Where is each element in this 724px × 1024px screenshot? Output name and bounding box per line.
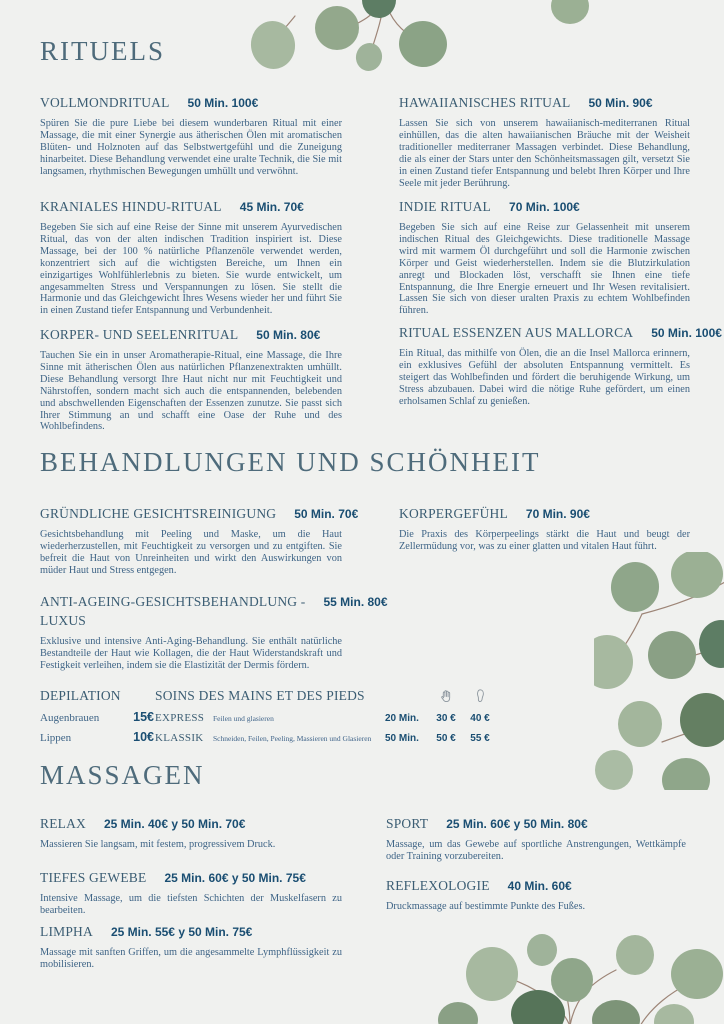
item-description: Druckmassage auf bestimmte Punkte des Fußes. bbox=[386, 901, 586, 912]
eucalyptus-branch-right-icon bbox=[594, 552, 724, 790]
item-title: KORPERGEFÜHL bbox=[399, 506, 508, 521]
item-price: 70 Min. 100€ bbox=[509, 200, 580, 214]
depilation-item-name: Augenbrauen bbox=[40, 712, 100, 724]
item-title: SPORT bbox=[386, 816, 429, 831]
item-price: 25 Min. 40€ y 50 Min. 70€ bbox=[104, 817, 246, 831]
menu-item-reflexologie bbox=[386, 878, 686, 913]
item-title: RITUAL ESSENZEN AUS MALLORCA bbox=[399, 325, 634, 340]
foot-icon bbox=[472, 688, 488, 704]
menu-item-indie-ritual bbox=[399, 199, 690, 325]
soins-item-hand-price: 50 € bbox=[436, 733, 456, 744]
item-title: REFLEXOLOGIE bbox=[386, 878, 490, 893]
item-description: Massieren Sie langsam, mit festem, progressivem Druck. bbox=[40, 839, 276, 850]
item-description: Spüren Sie die pure Liebe bei diesem wunderbaren Ritual mit einer Massage, die mit einer Synergie aus ätherischen Ölen mit aromatischen Blüten- und Holznoten auf das Selbstwertgefühl und die Zuneigung hinarbeitet. Diese Behandlung verwendet eine uralte Technik, die Sie mit langsamen, rhythmischen Bewegungen umhüllt und verwöhnt. bbox=[40, 118, 342, 177]
item-title: KRANIALES HINDU-RITUAL bbox=[40, 199, 222, 214]
item-price: 50 Min. 70€ bbox=[294, 507, 359, 521]
depilation-title: DEPILATION bbox=[40, 688, 121, 703]
eucalyptus-branch-top-icon bbox=[233, 0, 653, 88]
soins-item-hand-price: 30 € bbox=[436, 713, 456, 724]
item-description: Gesichtsbehandlung mit Peeling und Maske, um die Haut wiederherzustellen, mit Feuchtigkeit zu versorgen und zu entgiften. Sie befreit die Haut von Unreinheiten und wirkt den Auswirkungen von müder Haut und Stress entgegen. bbox=[40, 529, 342, 576]
soins-row-klassik bbox=[155, 732, 505, 744]
depilation-row bbox=[40, 730, 154, 744]
hand-icon bbox=[438, 688, 454, 704]
item-price: 70 Min. 90€ bbox=[525, 507, 590, 521]
section-heading-massagen: MASSAGEN bbox=[40, 760, 205, 790]
item-title: GRÜNDLICHE GESICHTSREINIGUNG bbox=[40, 506, 277, 521]
menu-item-korpergefuehl bbox=[399, 506, 690, 553]
menu-item-hawaiianisches-ritual bbox=[399, 95, 690, 199]
item-price: 25 Min. 60€ y 50 Min. 80€ bbox=[446, 817, 588, 831]
item-description: Begeben Sie sich auf eine Reise der Sinne mit unserem Ayurvedischen Ritual, das von der alten indischen Tradition inspiriert ist. Diese Massage, bei der 100 % natürliche Pflanzenöle verwendet werden, konzentriert sich auf die wichtigsten Bereiche, um Ihnen ein einzigartiges Wohlfühlerlebnis zu bieten. Sie wurde entwickelt, um angesammelten Stress und Verspannungen zu lösen. Sie stellt die Harmonie und das Gleichgewicht Ihres Wesens wieder her und führt Sie in einen Zustand tiefer Entspannung und Verbundenheit. bbox=[40, 222, 342, 317]
item-title: LIMPHA bbox=[40, 924, 93, 939]
item-description: Massage, um das Gewebe auf sportliche Anstrengungen, Wettkämpfe oder Training vorzubereiten. bbox=[386, 839, 686, 862]
soins-item-foot-price: 55 € bbox=[470, 733, 490, 744]
soins-item-foot-price: 40 € bbox=[470, 713, 490, 724]
item-description: Die Praxis des Körperpeelings stärkt die Haut und beugt der Zellermüdung vor, was zu einer glatten und vitalen Haut führt. bbox=[399, 529, 690, 552]
menu-item-gruendliche-gesichtsreinigung bbox=[40, 506, 359, 594]
menu-item-relax bbox=[40, 816, 342, 870]
item-title: INDIE RITUAL bbox=[399, 199, 492, 214]
menu-item-kraniales-hindu-ritual bbox=[40, 199, 342, 327]
menu-item-vollmondritual bbox=[40, 95, 342, 199]
soins-item-name: KLASSIK bbox=[155, 732, 204, 744]
item-title: HAWAIIANISCHES RITUAL bbox=[399, 95, 571, 110]
item-price: 50 Min. 90€ bbox=[588, 96, 653, 110]
menu-item-korper-und-seelenritual bbox=[40, 327, 342, 433]
item-price: 50 Min. 80€ bbox=[256, 328, 321, 342]
rituels-right-column bbox=[399, 95, 722, 408]
item-price: 50 Min. 100€ bbox=[651, 326, 722, 340]
soins-item-description: Schneiden, Feilen, Peeling, Massieren und Glasieren bbox=[213, 734, 372, 743]
item-title: TIEFES GEWEBE bbox=[40, 870, 147, 885]
section-heading-rituels: RITUELS bbox=[40, 36, 165, 66]
section-heading-behandlungen: BEHANDLUNGEN UND SCHÖNHEIT bbox=[40, 447, 541, 477]
item-price: 50 Min. 100€ bbox=[187, 96, 259, 110]
menu-item-anti-ageing-luxus bbox=[40, 594, 388, 672]
depilation-item-price: 15€ bbox=[133, 710, 154, 724]
item-title: KORPER- UND SEELENRITUAL bbox=[40, 327, 239, 342]
item-price: 40 Min. 60€ bbox=[507, 879, 572, 893]
soins-item-duration: 50 Min. bbox=[385, 733, 419, 744]
soins-block bbox=[155, 688, 505, 744]
item-description: Begeben Sie sich auf eine Reise zur Gelassenheit mit unserem indischen Ritual des Gleichgewichts. Diese traditionelle Massage wird mit warmem Öl durchgeführt und soll die Harmonie zwischen Körper und Geist wiederherstellen. Indem sie die Blutzirkulation anregt und Blockaden löst, verschafft sie Ihnen eine tiefe Entspannung, die Ihre Energie erneuert und Ihr Wesen revitalisiert. Lassen Sie sich von dieser uralten Praxis zu echtem Wohlbefinden führen. bbox=[399, 222, 690, 317]
item-description: Ein Ritual, das mithilfe von Ölen, die an die Insel Mallorca erinnern, ein exklusives Gefühl der absoluten Entspannung vermittelt. Es steigert das Wohlbefinden und fördert die beruhigende Wirkung, um Stress abzubauen. Dabei wird die nötige Ruhe gefördert, um einen erholsamen Schlaf zu genießen. bbox=[399, 348, 690, 407]
depilation-item-name: Lippen bbox=[40, 732, 72, 744]
menu-item-tiefes-gewebe bbox=[40, 870, 342, 924]
soins-row-express bbox=[155, 712, 505, 724]
behandlungen-right-column bbox=[399, 506, 690, 553]
menu-item-sport bbox=[386, 816, 686, 878]
item-title-line2: LUXUS bbox=[40, 613, 87, 628]
eucalyptus-branch-bottom-icon bbox=[420, 922, 724, 1024]
behandlungen-left-column bbox=[40, 506, 388, 672]
item-description: Massage mit sanften Griffen, um die angesammelte Lymphflüssigkeit zu mobilisieren. bbox=[40, 947, 342, 970]
depilation-block bbox=[40, 688, 154, 744]
item-description: Intensive Massage, um die tiefsten Schichten der Muskelfasern zu bearbeiten. bbox=[40, 893, 342, 916]
item-title: ANTI-AGEING-GESICHTSBEHANDLUNG - bbox=[40, 594, 306, 609]
soins-header-row bbox=[155, 688, 505, 704]
item-description: Tauchen Sie ein in unser Aromatherapie-Ritual, eine Massage, die Ihre Sinne mit ätherischen Ölen aus natürlichen Pflanzenextrakten umhüllt. Diese Behandlung versorgt Ihre Haut nicht nur mit Feuchtigkeit und Nährstoffen, sondern macht sich auch die entspannenden, belebenden und abschwellenden Eigenschaften der Essenzen zunutze. Sie passt sich Ihrer Stimmung an und schafft eine Oase der Ruhe und des Wohlbefindens. bbox=[40, 350, 342, 433]
item-title: VOLLMONDRITUAL bbox=[40, 95, 170, 110]
item-description: Lassen Sie sich von unserem hawaiianisch-mediterranen Ritual einhüllen, das die alten hawaiianischen Bräuche mit der Weisheit traditioneller mediterraner Massagen verbindet. Diese Behandlung, die als einer der Stars unter den Schönheitsmassagen gilt, versetzt Sie in einen Zustand tiefer Entspannung und belebt Ihren Körper und Ihre Seele mit jeder Berührung. bbox=[399, 118, 690, 189]
item-price: 55 Min. 80€ bbox=[323, 595, 388, 609]
soins-item-name: EXPRESS bbox=[155, 712, 205, 724]
massagen-left-column bbox=[40, 816, 342, 971]
item-price: 45 Min. 70€ bbox=[239, 200, 304, 214]
item-description: Exklusive und intensive Anti-Aging-Behandlung. Sie enthält natürliche Bestandteile der Haut wie Kollagen, die der Haut Widerstandskraft und Festigkeit verleihen, indem sie die Elastizität der Dermis fördern. bbox=[40, 636, 342, 671]
item-title: RELAX bbox=[40, 816, 86, 831]
massagen-right-column bbox=[386, 816, 686, 913]
item-price: 25 Min. 60€ y 50 Min. 75€ bbox=[164, 871, 306, 885]
item-price: 25 Min. 55€ y 50 Min. 75€ bbox=[110, 925, 253, 939]
soins-item-duration: 20 Min. bbox=[385, 713, 419, 724]
depilation-row bbox=[40, 710, 154, 724]
soins-title: SOINS DES MAINS ET DES PIEDS bbox=[155, 688, 365, 703]
rituels-left-column bbox=[40, 95, 342, 433]
menu-item-ritual-essenzen-aus-mallorca bbox=[399, 325, 722, 408]
soins-item-description: Feilen und glasieren bbox=[213, 714, 274, 723]
depilation-item-price: 10€ bbox=[133, 730, 154, 744]
menu-item-limpha bbox=[40, 924, 342, 971]
